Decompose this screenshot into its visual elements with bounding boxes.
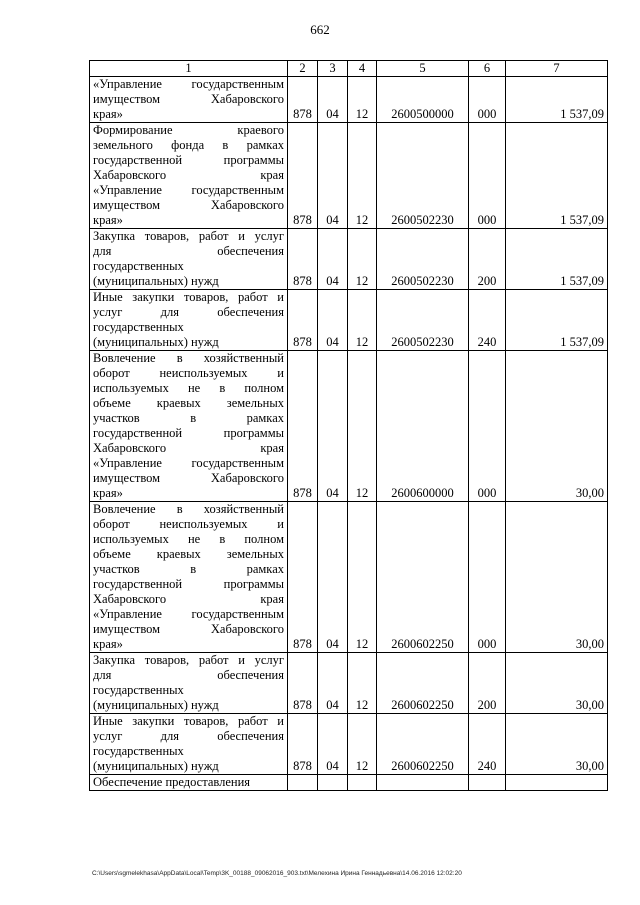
subsection-code-cell bbox=[348, 775, 377, 791]
subsection-code-cell: 12 bbox=[348, 502, 377, 653]
section-code-cell: 04 bbox=[318, 351, 348, 502]
row-name-line: Хабаровского края bbox=[93, 441, 284, 455]
row-name-line: объеме краевых земельных bbox=[93, 547, 284, 561]
target-article-cell: 2600502230 bbox=[377, 123, 469, 229]
target-article-cell: 2600500000 bbox=[377, 77, 469, 123]
section-code-cell: 04 bbox=[318, 77, 348, 123]
section-code-cell: 04 bbox=[318, 123, 348, 229]
row-name-line: земельного фонда в рамках bbox=[93, 138, 284, 152]
table-row bbox=[90, 502, 608, 653]
section-code-cell: 04 bbox=[318, 229, 348, 290]
target-article-cell: 2600502230 bbox=[377, 229, 469, 290]
target-article-cell: 2600602250 bbox=[377, 714, 469, 775]
row-name-line: «Управление государственным bbox=[93, 607, 284, 621]
subsection-code-cell: 12 bbox=[348, 351, 377, 502]
row-name-line: «Управление государственным bbox=[93, 183, 284, 197]
row-name-line: «Управление государственным bbox=[93, 77, 284, 91]
row-name-line: края» bbox=[93, 107, 123, 121]
row-name-line: имуществом Хабаровского bbox=[93, 622, 284, 636]
row-name-line: Формирование краевого bbox=[93, 123, 284, 137]
row-name-cell bbox=[90, 653, 288, 714]
header-col-6: 6 bbox=[469, 61, 506, 77]
table-row bbox=[90, 351, 608, 502]
subsection-code-cell: 12 bbox=[348, 123, 377, 229]
row-name-line: Вовлечение в хозяйственный bbox=[93, 351, 284, 365]
row-name-cell bbox=[90, 290, 288, 351]
row-name-line: Хабаровского края bbox=[93, 592, 284, 606]
expense-type-cell: 000 bbox=[469, 123, 506, 229]
header-col-2: 2 bbox=[288, 61, 318, 77]
row-name-line: края» bbox=[93, 486, 123, 500]
row-name-line: участков в рамках bbox=[93, 411, 284, 425]
ministry-code-cell: 878 bbox=[288, 502, 318, 653]
row-name-line: (муниципальных) нужд bbox=[93, 759, 219, 773]
header-col-1: 1 bbox=[90, 61, 288, 77]
amount-cell: 1 537,09 bbox=[506, 229, 608, 290]
row-name-line: объеме краевых земельных bbox=[93, 396, 284, 410]
row-name-cell bbox=[90, 77, 288, 123]
header-col-5: 5 bbox=[377, 61, 469, 77]
row-name-line: оборот неиспользуемых и bbox=[93, 517, 284, 531]
row-name-line: услуг для обеспечения bbox=[93, 305, 284, 319]
expense-type-cell: 200 bbox=[469, 653, 506, 714]
row-name-line: услуг для обеспечения bbox=[93, 729, 284, 743]
header-col-3: 3 bbox=[318, 61, 348, 77]
ministry-code-cell: 878 bbox=[288, 351, 318, 502]
expense-type-cell: 200 bbox=[469, 229, 506, 290]
row-name-line: используемых не в полном bbox=[93, 532, 284, 546]
ministry-code-cell: 878 bbox=[288, 229, 318, 290]
amount-cell: 30,00 bbox=[506, 714, 608, 775]
target-article-cell: 2600600000 bbox=[377, 351, 469, 502]
row-name-line: Хабаровского края bbox=[93, 168, 284, 182]
row-name-line: (муниципальных) нужд bbox=[93, 335, 219, 349]
row-name-cell bbox=[90, 351, 288, 502]
page-number: 662 bbox=[310, 22, 330, 37]
section-code-cell: 04 bbox=[318, 502, 348, 653]
expense-type-cell bbox=[469, 775, 506, 791]
row-name-line: государственной программы bbox=[93, 577, 284, 591]
row-name-line: Иные закупки товаров, работ и bbox=[93, 714, 284, 728]
subsection-code-cell: 12 bbox=[348, 714, 377, 775]
table-row bbox=[90, 123, 608, 229]
expense-type-cell: 000 bbox=[469, 351, 506, 502]
row-name-line: для обеспечения bbox=[93, 244, 284, 258]
row-name-line: государственной программы bbox=[93, 153, 284, 167]
row-name-line: Иные закупки товаров, работ и bbox=[93, 290, 284, 304]
target-article-cell: 2600602250 bbox=[377, 502, 469, 653]
expense-type-cell: 000 bbox=[469, 502, 506, 653]
table-row bbox=[90, 229, 608, 290]
row-name-cell bbox=[90, 229, 288, 290]
row-name-line: государственных bbox=[93, 259, 184, 273]
row-name-cell bbox=[90, 714, 288, 775]
header-col-7: 7 bbox=[506, 61, 608, 77]
table-row bbox=[90, 290, 608, 351]
row-name-line: «Управление государственным bbox=[93, 456, 284, 470]
amount-cell: 30,00 bbox=[506, 502, 608, 653]
target-article-cell bbox=[377, 775, 469, 791]
row-name-line: государственной программы bbox=[93, 426, 284, 440]
section-code-cell: 04 bbox=[318, 653, 348, 714]
table-row bbox=[90, 653, 608, 714]
row-name-line: Закупка товаров, работ и услуг bbox=[93, 653, 284, 667]
ministry-code-cell: 878 bbox=[288, 123, 318, 229]
row-name-line: имуществом Хабаровского bbox=[93, 198, 284, 212]
target-article-cell: 2600602250 bbox=[377, 653, 469, 714]
row-name-line: участков в рамках bbox=[93, 562, 284, 576]
row-name-cell bbox=[90, 123, 288, 229]
ministry-code-cell: 878 bbox=[288, 290, 318, 351]
row-name-line: края» bbox=[93, 637, 123, 651]
row-name-line: государственных bbox=[93, 683, 184, 697]
section-code-cell bbox=[318, 775, 348, 791]
row-name-line: государственных bbox=[93, 320, 184, 334]
table-row bbox=[90, 775, 608, 791]
subsection-code-cell: 12 bbox=[348, 229, 377, 290]
ministry-code-cell bbox=[288, 775, 318, 791]
subsection-code-cell: 12 bbox=[348, 653, 377, 714]
row-name-line: (муниципальных) нужд bbox=[93, 698, 219, 712]
ministry-code-cell: 878 bbox=[288, 714, 318, 775]
amount-cell bbox=[506, 775, 608, 791]
row-name-line: Закупка товаров, работ и услуг bbox=[93, 229, 284, 243]
table-row bbox=[90, 714, 608, 775]
row-name-line: края» bbox=[93, 213, 123, 227]
amount-cell: 1 537,09 bbox=[506, 77, 608, 123]
header-col-4: 4 bbox=[348, 61, 377, 77]
row-name-line: используемых не в полном bbox=[93, 381, 284, 395]
amount-cell: 30,00 bbox=[506, 351, 608, 502]
footer-file-path: C:\Users\sgmelekhasa\AppData\Local\Temp\3K_00188_09062016_903.txt\Мелехина Ирина Геннадьевна\14.06.2016 12:02:20 bbox=[92, 870, 462, 877]
subsection-code-cell: 12 bbox=[348, 77, 377, 123]
target-article-cell: 2600502230 bbox=[377, 290, 469, 351]
subsection-code-cell: 12 bbox=[348, 290, 377, 351]
header-row bbox=[90, 61, 608, 77]
row-name-line: оборот неиспользуемых и bbox=[93, 366, 284, 380]
section-code-cell: 04 bbox=[318, 714, 348, 775]
table-row bbox=[90, 77, 608, 123]
ministry-code-cell: 878 bbox=[288, 653, 318, 714]
amount-cell: 1 537,09 bbox=[506, 123, 608, 229]
expense-type-cell: 240 bbox=[469, 714, 506, 775]
expense-type-cell: 240 bbox=[469, 290, 506, 351]
row-name-line: Вовлечение в хозяйственный bbox=[93, 502, 284, 516]
ministry-code-cell: 878 bbox=[288, 77, 318, 123]
row-name-line: имуществом Хабаровского bbox=[93, 471, 284, 485]
budget-table bbox=[89, 60, 608, 791]
row-name-line: для обеспечения bbox=[93, 668, 284, 682]
row-name-cell bbox=[90, 502, 288, 653]
row-name-line: Обеспечение предоставления bbox=[93, 775, 251, 789]
expense-type-cell: 000 bbox=[469, 77, 506, 123]
section-code-cell: 04 bbox=[318, 290, 348, 351]
row-name-line: (муниципальных) нужд bbox=[93, 274, 219, 288]
row-name-line: государственных bbox=[93, 744, 184, 758]
row-name-line: имуществом Хабаровского bbox=[93, 92, 284, 106]
row-name-cell bbox=[90, 775, 288, 791]
amount-cell: 1 537,09 bbox=[506, 290, 608, 351]
amount-cell: 30,00 bbox=[506, 653, 608, 714]
